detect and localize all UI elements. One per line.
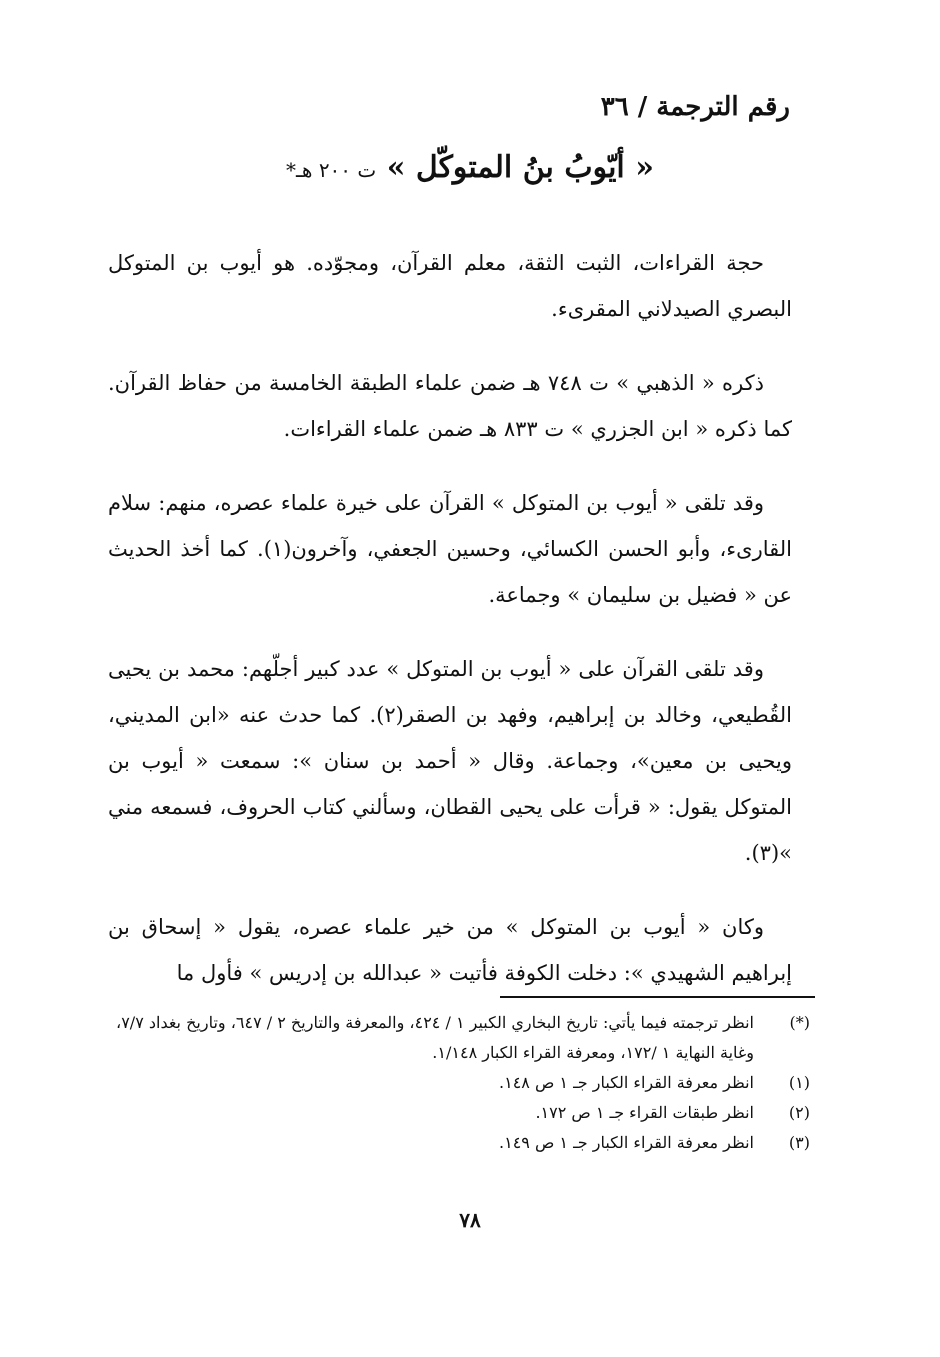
death-date: ت ٢٠٠ هـ* bbox=[286, 158, 377, 182]
footnote-text: انظر معرفة القراء الكبار جـ ١ ص ١٤٩. bbox=[499, 1133, 754, 1152]
footnote-mark: (٣) bbox=[788, 1133, 810, 1152]
footnote-mark: (١) bbox=[788, 1073, 810, 1092]
paragraph-3: وقد تلقى « أيوب بن المتوكل » القرآن على خيرة علماء عصره، منهم: سلام القارىء، وأبو الحسن الكسائي، وحسين الجعفي، وآخرون(١). كما أخذ الحديث عن « فضيل بن سليمان » وجماعة. bbox=[108, 491, 793, 607]
footnote-text: انظر معرفة القراء الكبار جـ ١ ص ١٤٨. bbox=[499, 1073, 754, 1092]
translation-number-heading: رقم الترجمة / ٣٦ bbox=[600, 92, 790, 122]
footnote-3 bbox=[108, 1128, 810, 1158]
footnote-1 bbox=[108, 1068, 810, 1098]
footnote-star bbox=[108, 1008, 810, 1068]
footnotes bbox=[108, 1008, 810, 1158]
footnote-mark: (٢) bbox=[788, 1103, 810, 1122]
footnote-mark: (*) bbox=[789, 1013, 810, 1032]
footnote-text: انظر طبقات القراء جـ ١ ص ١٧٢. bbox=[535, 1103, 754, 1122]
paragraph-2: ذكره « الذهبي » ت ٧٤٨ هـ ضمن علماء الطبقة الخامسة من حفاظ القرآن. كما ذكره « ابن الجزري » ت ٨٣٣ هـ ضمن علماء القراءات. bbox=[108, 371, 792, 441]
body-text bbox=[108, 240, 792, 1024]
page-number: ٧٨ bbox=[459, 1208, 481, 1232]
subject-name: « أيّوبُ بنُ المتوكّل » bbox=[386, 150, 654, 185]
biography-title bbox=[160, 150, 780, 185]
footnote-text: انظر ترجمته فيما يأتي: تاريخ البخاري الكبير ١ / ٤٢٤، والمعرفة والتاريخ ٢ / ٦٤٧، وتاريخ بغداد ٧/٧، وغاية النهاية ١ /١٧٢، ومعرفة القراء الكبار ١/١٤٨. bbox=[116, 1013, 754, 1062]
paragraph-4: وقد تلقى القرآن على « أيوب بن المتوكل » عدد كبير أجلّهم: محمد بن يحيى القُطيعي، وخالد بن إبراهيم، وفهد بن الصقر(٢). كما حدث عنه «ابن المديني، ويحيى بن معين»، وجماعة. وقال « أحمد بن سنان »: سمعت « أيوب بن المتوكل يقول: « قرأت على يحيى القطان، وسألني كتاب الحروف، فسمعه مني »(٣). bbox=[108, 657, 793, 865]
paragraph-5: وكان « أيوب بن المتوكل » من خير علماء عصره، يقول « إسحاق بن إبراهيم الشهيدي »: دخلت الكوفة فأتيت « عبدالله بن إدريس » فأول ما bbox=[108, 915, 792, 985]
footnote-separator bbox=[500, 996, 815, 998]
footnote-2 bbox=[108, 1098, 810, 1128]
paragraph-1: حجة القراءات، الثبت الثقة، معلم القرآن، ومجوّده. هو أيوب بن المتوكل البصري الصيدلاني المقرىء. bbox=[108, 251, 792, 321]
